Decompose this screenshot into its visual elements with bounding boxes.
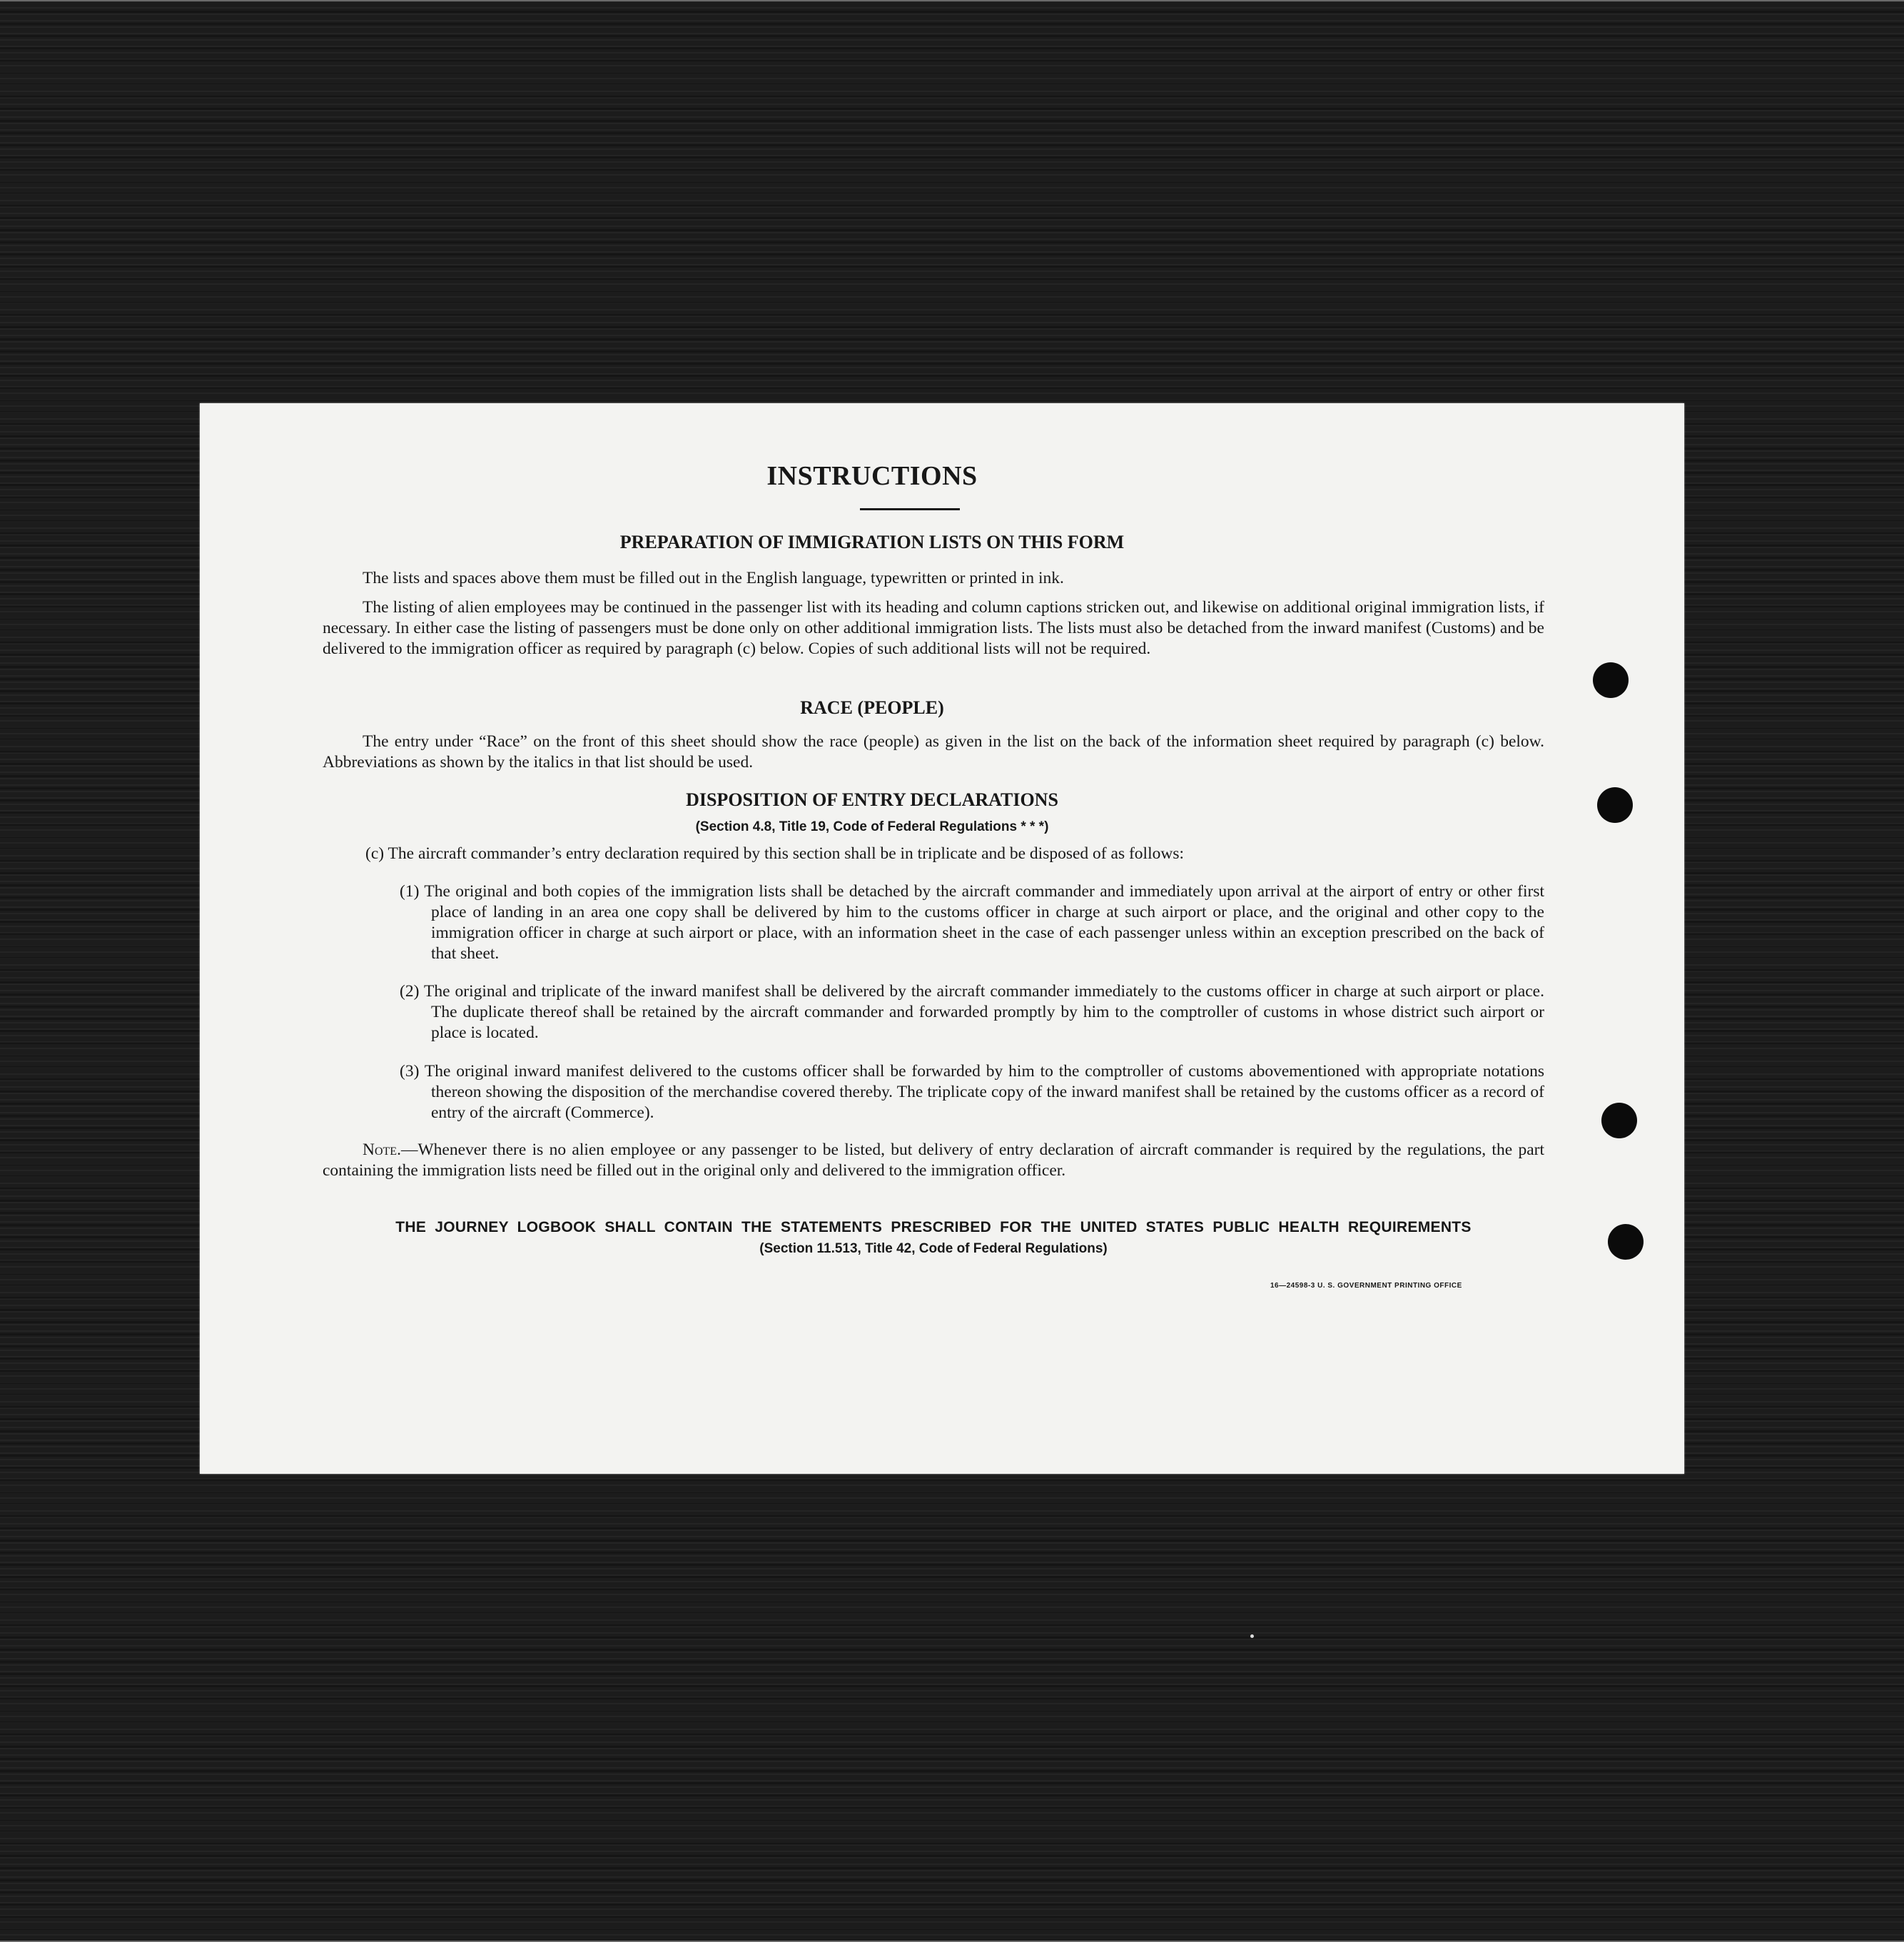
preparation-heading: PREPARATION OF IMMIGRATION LISTS ON THIS FORM: [619, 532, 1125, 552]
punch-hole: [1601, 1103, 1637, 1138]
preparation-paragraph-1: The lists and spaces above them must be filled out in the English language, typewritten or printed in ink.: [363, 569, 1064, 587]
punch-hole: [1597, 787, 1633, 823]
disposition-item-1: (1) The original and both copies of the immigration lists shall be detached by the aircraft commander and immediately upon arrival at the airport of entry or other first place of landing in an area one copy shall be delivered by him to the customs officer in charge at such airport or place, and the original and other copy to the immigration officer in charge at such airport or place, with an information sheet in the case of each passenger unless within an exception prescribed on the back of that sheet.: [400, 882, 1544, 963]
instruction-sheet: [200, 403, 1684, 1474]
disposition-item-3: (3) The original inward manifest delivered to the customs officer shall be forwarded by him to the comptroller of customs abovementioned with appropriate notations thereon showing the disposition of the merchandise covered thereby. The triplicate copy of the inward manifest shall be retained by the customs officer as a record of entry of the aircraft (Commerce).: [400, 1062, 1544, 1122]
title-underline: [860, 508, 960, 510]
race-paragraph: The entry under “Race” on the front of this sheet should show the race (people) as given in the list on the back of the information sheet required by paragraph (c) below. Abbreviations as shown by the italics in that list should be used.: [323, 732, 1544, 772]
health-statement: THE JOURNEY LOGBOOK SHALL CONTAIN THE STATEMENTS PRESCRIBED FOR THE UNITED STATES PUBLIC HEALTH REQUIREMENTS: [395, 1219, 1472, 1235]
punch-hole: [1608, 1224, 1644, 1260]
film-speck: [1250, 1634, 1254, 1638]
health-citation: (Section 11.513, Title 42, Code of Federal Regulations): [759, 1241, 1108, 1256]
note-text: —Whenever there is no alien employee or any passenger to be listed, but delivery of entry declaration of aircraft commander is required by the regulations, the part containing the immigration lists need be filled out in the original only and delivered to the immigration officer.: [323, 1141, 1544, 1180]
disposition-item-2: (2) The original and triplicate of the inward manifest shall be delivered by the aircraft commander immediately to the customs officer in charge at such airport or place. The duplicate thereof shall be retained by the aircraft commander and forwarded promptly by him to the comptroller of customs in whose district such airport or place is located.: [400, 982, 1544, 1042]
race-heading: RACE (PEOPLE): [800, 697, 944, 718]
note-paragraph: [323, 1140, 1544, 1181]
preparation-paragraph-2: The listing of alien employees may be continued in the passenger list with its heading and column captions stricken out, and likewise on additional original immigration lists, if necessary. In either case the listing of passengers must be done only on other additional immigration lists. The lists must also be detached from the inward manifest (Customs) and be delivered to the immigration officer as required by paragraph (c) below. Copies of such additional lists will not be required.: [323, 598, 1544, 658]
disposition-citation: (Section 4.8, Title 19, Code of Federal Regulations * * *): [695, 819, 1049, 834]
page-title: INSTRUCTIONS: [766, 461, 978, 491]
disposition-intro: (c) The aircraft commander’s entry declaration required by this section shall be in triplicate and be disposed of as follows:: [365, 844, 1184, 863]
note-label: Note.: [363, 1141, 401, 1159]
punch-hole: [1593, 662, 1629, 698]
film-frame-top-edge: [0, 0, 1904, 1]
printing-office-imprint: 16—24598-3 U. S. GOVERNMENT PRINTING OFFICE: [1270, 1282, 1462, 1290]
disposition-heading: DISPOSITION OF ENTRY DECLARATIONS: [686, 789, 1058, 810]
